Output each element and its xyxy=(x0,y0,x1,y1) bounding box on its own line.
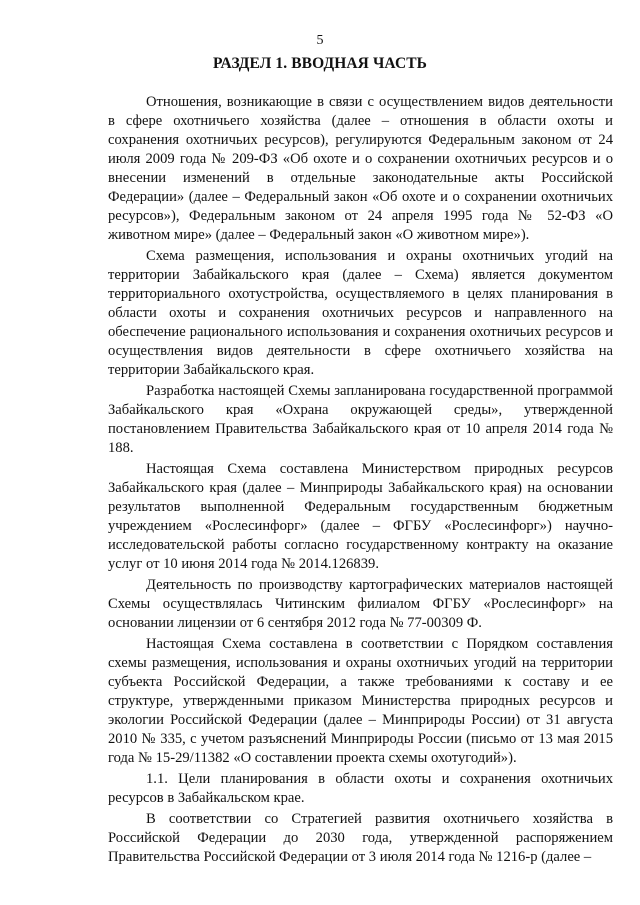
paragraph-cartography: Деятельность по производству картографических материалов настоящей Схемы осуществлялась Читинским филиалом ФГБУ «Рослесинфорг» на основании лицензии от 6 сентября 2012 года № 77-00309 Ф. xyxy=(108,577,613,631)
section-title: РАЗДЕЛ 1. ВВОДНАЯ ЧАСТЬ xyxy=(212,55,428,72)
page-number: 5 xyxy=(316,33,324,48)
paragraph-ministry-author: Настоящая Схема составлена Министерством природных ресурсов Забайкальского края (далее – Минприроды Забайкальского края) на основании результатов выполненной Федеральным государственным бюджетным учреждением «Рослесинфорг» (далее – ФГБУ «Рослесинфорг») научно-исследовательской работы согласно государственному контракту на оказание услуг от 10 июня 2014 года № 2014.126839. xyxy=(108,461,613,572)
body-text xyxy=(108,93,613,869)
paragraph-section-1-1: 1.1. Цели планирования в области охоты и сохранения охотничьих ресурсов в Забайкальском крае. xyxy=(108,771,613,806)
paragraph-development-program: Разработка настоящей Схемы запланирована государственной программой Забайкальского края «Охрана окружающей среды», утвержденной постановлением Правительства Забайкальского края от 10 апреля 2014 года № 188. xyxy=(108,383,613,456)
paragraph-hunting-relations: Отношения, возникающие в связи с осуществлением видов деятельности в сфере охотничьего хозяйства (далее – отношения в области охоты и сохранения охотничьих ресурсов), регулируются Федеральным законом от 24 июля 2009 года № 209-ФЗ «Об охоте и о сохранении охотничьих ресурсов и о внесении изменений в отдельные законодательные акты Российской Федерации» (далее – Федеральный закон «Об охоте и о сохранении охотничьих ресурсов»), Федеральным законом от 24 апреля 1995 года № 52-ФЗ «О животном мире» (далее – Федеральный закон «О животном мире»). xyxy=(108,94,613,243)
paragraph-compliance-order: Настоящая Схема составлена в соответствии с Порядком составления схемы размещения, использования и охраны охотничьих угодий на территории субъекта Российской Федерации, а также требованиями к составу и ее структуре, утвержденными приказом Министерства природных ресурсов и экологии Российской Федерации (далее – Минприроды России) от 31 августа 2010 № 335, с учетом разъяснений Минприроды России (письмо от 13 мая 2015 года № 15-29/11382 «О составлении проекта схемы охотугодий»). xyxy=(108,636,613,766)
paragraph-scheme-definition: Схема размещения, использования и охраны охотничьих угодий на территории Забайкальского края (далее – Схема) является документом территориального охотустройства, осуществляемого в целях планирования в области охоты и сохранения охотничьих ресурсов и направленного на обеспечение рационального использования и сохранения охотничьих ресурсов и осуществления видов деятельности в сфере охотничьего хозяйства на территории Забайкальского края. xyxy=(108,248,613,378)
paragraph-strategy: В соответствии со Стратегией развития охотничьего хозяйства в Российской Федерации до 2030 года, утвержденной распоряжением Правительства Российской Федерации от 3 июля 2014 года № 1216-р (далее – xyxy=(108,811,613,865)
